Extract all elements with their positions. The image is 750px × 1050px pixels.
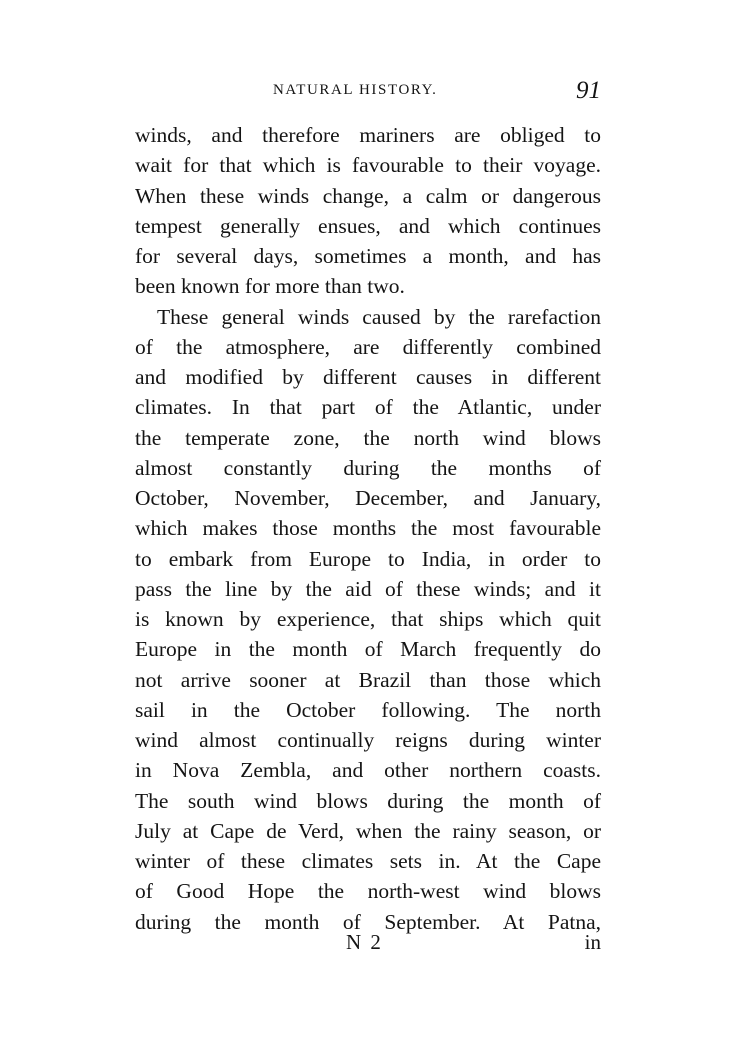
page-number: 91 [576,77,601,104]
text-line: When these winds change, a calm or dangerous [135,183,601,208]
paragraph-2 [135,302,601,937]
text-line: in Nova Zembla, and other northern coasts. [135,758,601,783]
text-line: climates. In that part of the Atlantic, under [135,395,601,420]
body-text [135,120,601,937]
text-line: October, November, December, and January, [135,486,601,510]
text-line: winds, and therefore mariners are obliged to [135,123,601,147]
page-footer [135,930,601,960]
text-line: which makes those months the most favourable [135,516,601,541]
text-line: July at Cape de Verd, when the rainy season, or [135,818,601,843]
text-line: winter of these climates sets in. At the Cape [135,849,601,873]
catchword: in [584,930,601,954]
running-title: NATURAL HISTORY. [273,82,438,98]
text-line: the temperate zone, the north wind blows [135,425,601,450]
text-line: of the atmosphere, are differently combined [135,334,601,359]
text-line: sail in the October following. The north [135,697,601,722]
text-line: wait for that which is favourable to their voyage. [135,153,601,178]
text-line: been known for more than two. [135,274,405,299]
text-line: wind almost continually reigns during winter [135,728,601,752]
text-line: for several days, sometimes a month, and has [135,244,601,268]
text-line: tempest generally ensues, and which continues [135,213,601,238]
text-line: pass the line by the aid of these winds; and it [135,576,601,601]
running-head [135,77,601,106]
text-line: during the month of September. At Patna, [135,909,601,934]
text-line: almost constantly during the months of [135,455,601,480]
text-line: is known by experience, that ships which quit [135,607,601,631]
text-line: to embark from Europe to India, in order to [135,546,601,571]
signature-mark: N 2 [346,930,383,954]
text-line: These general winds caused by the rarefaction [157,304,601,329]
text-line: and modified by different causes in different [135,365,601,389]
text-line: not arrive sooner at Brazil than those which [135,667,601,692]
paragraph-1 [135,120,601,302]
text-line: The south wind blows during the month of [135,788,601,813]
text-line: of Good Hope the north-west wind blows [135,879,601,904]
text-line: Europe in the month of March frequently do [135,637,601,662]
